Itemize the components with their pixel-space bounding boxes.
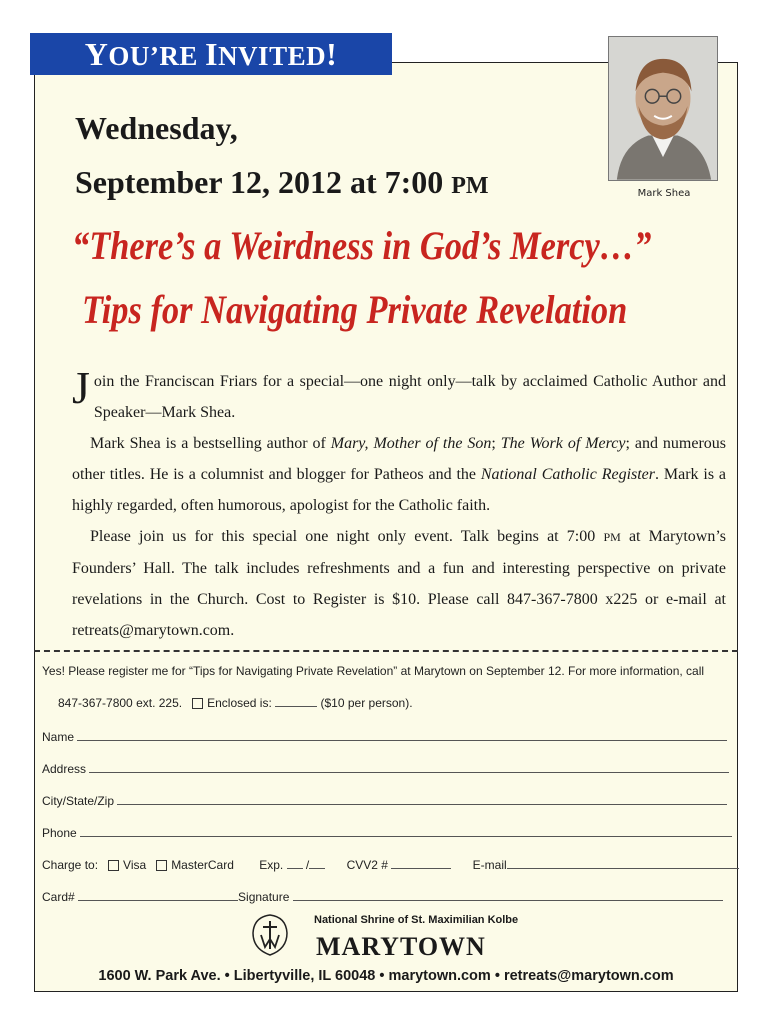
city-field[interactable] [117,804,727,805]
charge-row [42,858,739,872]
address-row [42,762,729,776]
event-date-text: September 12, 2012 at 7:00 [75,164,452,200]
card-number-field[interactable] [78,900,238,901]
paragraph-details [72,521,726,646]
details-text: Please join us for this special one night only event. Talk begins at 7:00 [90,528,604,545]
book-title: The Work of Mercy [500,435,626,452]
city-label: City/State/Zip [42,794,115,808]
speaker-portrait-icon [609,37,717,180]
exp-year-field[interactable] [309,868,325,869]
exp-label: Exp. [259,858,284,872]
event-description [72,362,727,646]
name-row [42,730,727,744]
phone-label: Phone [42,826,77,840]
exp-month-field[interactable] [287,868,303,869]
drop-cap: J [72,362,90,413]
enclosed-amount-field[interactable] [275,706,317,707]
banner-text: NVITED [218,41,327,71]
marytown-logo-text: MARYTOWN [316,932,486,961]
exp-separator: / [305,858,310,872]
event-date [75,164,489,201]
email-label: E-mail [472,858,507,872]
phone-ext: 847-367-7800 ext. 225. [58,696,183,710]
signature-field[interactable] [293,900,723,901]
details-text: at Marytown’s Founders’ Hall. The talk includes refreshments and a fun and interesting perspective on private revelations in the Church. Cost to Register is $10. Please call 847-367-7800 x225 or e-mail at retreats@marytown.com. [72,528,727,639]
city-row [42,794,727,808]
banner-letter: I [205,36,219,72]
visa-checkbox[interactable] [108,860,119,871]
banner-text: ! [326,36,338,72]
event-day: Wednesday, [75,110,238,146]
form-intro-2 [58,696,413,710]
address-label: Address [42,762,87,776]
form-intro: Yes! Please register me for “Tips for Navigating Private Revelation” at Marytown on September 12. For more information, call [42,664,705,678]
phone-row [42,826,732,840]
name-label: Name [42,730,75,744]
talk-subtitle: Tips for Navigating Private Revelation [82,287,628,332]
charge-label: Charge to: [42,858,99,872]
author-text: Mark Shea is a bestselling author of [90,435,331,452]
footer-address: 1600 W. Park Ave. • Libertyville, IL 60048 • marytown.com • retreats@marytown.com [98,968,674,984]
signature-label: Signature [238,890,290,904]
author-text: ; and numerous other titles. He is a columnist and blogger for Patheos and the [72,435,726,483]
cut-line [34,650,738,652]
mastercard-checkbox[interactable] [156,860,167,871]
email-field[interactable] [507,868,739,869]
banner-text: OU’RE [108,41,206,71]
cvv-label: CVV2 # [346,858,388,872]
paragraph-intro [72,362,726,428]
talk-title: “There’s a Weirdness in God’s Mercy…” [72,223,652,268]
address-field[interactable] [89,772,729,773]
name-field[interactable] [77,740,727,741]
event-time-pm: PM [451,173,489,199]
phone-field[interactable] [80,836,732,837]
book-title: Mary, Mother of the Son [330,435,492,452]
enclosed-checkbox[interactable] [192,698,203,709]
marytown-crest-icon [250,913,290,957]
price-note: ($10 per person). [320,696,413,710]
card-row [42,890,723,904]
photo-caption: Mark Shea [637,188,691,199]
author-text: ; [491,435,501,452]
visa-label: Visa [123,858,147,872]
enclosed-label: Enclosed is: [207,696,272,710]
speaker-photo [608,36,718,181]
invitation-banner [30,33,392,75]
banner-letter: Y [84,36,109,72]
paragraph-author [72,428,726,521]
cvv-field[interactable] [391,868,451,869]
shrine-name: National Shrine of St. Maximilian Kolbe [314,914,519,926]
publication-title: National Catholic Register [480,466,656,483]
details-pm: PM [603,530,621,544]
intro-text: oin the Franciscan Friars for a special—one night only—talk by acclaimed Catholic Author and Speaker—Mark Shea. [93,373,726,421]
author-text: . Mark is a highly regarded, often humorous, apologist for the Catholic faith. [72,466,727,514]
mastercard-label: MasterCard [171,858,234,872]
card-label: Card# [42,890,75,904]
